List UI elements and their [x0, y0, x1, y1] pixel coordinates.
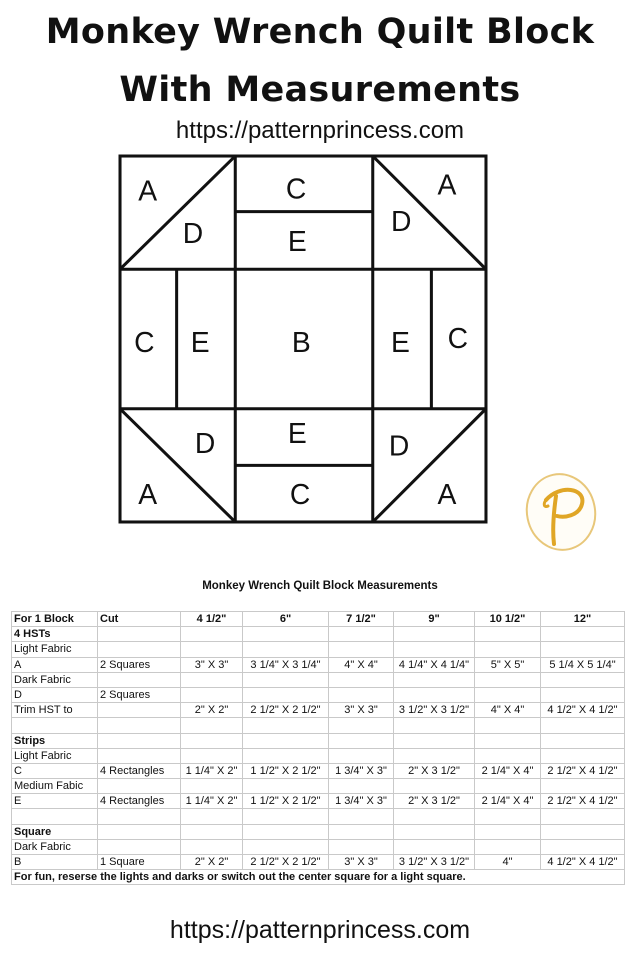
table-cell: 2 Squares	[98, 657, 181, 672]
table-cell: 3" X 3"	[181, 657, 243, 672]
table-cell	[98, 733, 181, 748]
table-row	[12, 855, 625, 870]
table-cell	[243, 733, 329, 748]
table-cell	[329, 672, 394, 687]
table-row	[12, 703, 625, 718]
table-cell	[475, 839, 541, 854]
table-cell: 2 1/4" X 4"	[475, 794, 541, 809]
table-row	[12, 794, 625, 809]
table-cell	[243, 779, 329, 794]
table-cell: 4"	[475, 855, 541, 870]
table-row	[12, 779, 625, 794]
table-cell: 2 1/2" X 2 1/2"	[243, 703, 329, 718]
table-cell	[394, 718, 475, 733]
table-cell	[329, 687, 394, 702]
table-cell	[475, 779, 541, 794]
table-cell: 3 1/2" X 3 1/2"	[394, 703, 475, 718]
table-cell	[243, 627, 329, 642]
table-row	[12, 657, 625, 672]
table-row	[12, 733, 625, 748]
table-cell: 3 1/4" X 3 1/4"	[243, 657, 329, 672]
table-cell	[541, 687, 625, 702]
table-cell	[243, 642, 329, 657]
table-header-cell: 7 1/2"	[329, 612, 394, 627]
measurements-table-container	[11, 611, 624, 885]
table-cell: 5 1/4 X 5 1/4"	[541, 657, 625, 672]
table-header-cell: Cut	[98, 612, 181, 627]
table-cell: 4 1/2" X 4 1/2"	[541, 703, 625, 718]
table-cell	[394, 779, 475, 794]
table-cell: 4 1/4" X 4 1/4"	[394, 657, 475, 672]
table-cell: 1 1/4" X 2"	[181, 763, 243, 778]
table-cell	[394, 627, 475, 642]
site-url-top: https://patternprincess.com	[175, 117, 465, 144]
label-d-top-right: D	[390, 204, 412, 237]
table-cell	[181, 824, 243, 839]
table-header-cell: 4 1/2"	[181, 612, 243, 627]
table-cell	[98, 718, 181, 733]
table-cell	[541, 809, 625, 824]
table-cell	[329, 748, 394, 763]
table-cell	[243, 839, 329, 854]
table-cell	[243, 824, 329, 839]
label-b-center: B	[291, 326, 311, 359]
table-cell	[475, 687, 541, 702]
table-cell: Dark Fabric	[12, 672, 98, 687]
quilt-block-diagram	[118, 154, 488, 524]
table-cell	[98, 672, 181, 687]
table-header-cell: 9"	[394, 612, 475, 627]
table-cell: 1 1/4" X 2"	[181, 794, 243, 809]
table-row	[12, 642, 625, 657]
table-cell	[475, 748, 541, 763]
table-cell	[181, 733, 243, 748]
table-cell: 2" X 3 1/2"	[394, 794, 475, 809]
table-cell: 1 Square	[98, 855, 181, 870]
page-title-line-1: Monkey Wrench Quilt Block	[45, 12, 595, 52]
table-cell: 4" X 4"	[475, 703, 541, 718]
table-cell	[394, 839, 475, 854]
label-c-bottom: C	[289, 477, 311, 510]
table-cell	[394, 672, 475, 687]
table-cell	[98, 839, 181, 854]
label-a-bottom-right: A	[437, 477, 457, 510]
table-cell: 1 1/2" X 2 1/2"	[243, 794, 329, 809]
table-cell: Trim HST to	[12, 703, 98, 718]
table-cell	[181, 642, 243, 657]
table-cell: Strips	[12, 733, 98, 748]
table-cell	[329, 642, 394, 657]
table-cell	[394, 687, 475, 702]
table-cell	[243, 718, 329, 733]
table-row	[12, 627, 625, 642]
table-cell: 2 1/4" X 4"	[475, 763, 541, 778]
label-a-top-left: A	[138, 174, 158, 207]
table-cell	[329, 779, 394, 794]
hst-diagonal-bottom-right	[373, 409, 486, 522]
measurements-table	[11, 611, 625, 885]
label-d-bottom-left: D	[194, 427, 216, 460]
table-row	[12, 672, 625, 687]
table-cell: Light Fabric	[12, 748, 98, 763]
table-cell	[541, 839, 625, 854]
table-cell: 4 HSTs	[12, 627, 98, 642]
table-header-cell: 12"	[541, 612, 625, 627]
label-e-left: E	[190, 326, 210, 359]
table-cell: 3" X 3"	[329, 703, 394, 718]
hst-diagonal-top-left	[120, 156, 235, 269]
table-footnote: For fun, reserse the lights and darks or switch out the center square for a light square.	[12, 870, 625, 885]
table-cell: 2" X 2"	[181, 855, 243, 870]
table-header-cell: 6"	[243, 612, 329, 627]
table-cell	[541, 748, 625, 763]
table-row	[12, 809, 625, 824]
table-cell	[181, 809, 243, 824]
table-cell	[98, 703, 181, 718]
table-cell	[98, 809, 181, 824]
table-cell	[329, 809, 394, 824]
site-url-bottom: https://patternprincess.com	[169, 916, 471, 944]
table-cell: 2 1/2" X 4 1/2"	[541, 763, 625, 778]
table-cell	[181, 718, 243, 733]
table-cell	[181, 672, 243, 687]
table-cell	[98, 642, 181, 657]
label-e-bottom: E	[287, 417, 307, 450]
table-cell	[541, 672, 625, 687]
table-cell: 3 1/2" X 3 1/2"	[394, 855, 475, 870]
table-cell: 1 1/2" X 2 1/2"	[243, 763, 329, 778]
table-header-cell: For 1 Block	[12, 612, 98, 627]
table-cell	[541, 718, 625, 733]
label-c-left: C	[134, 326, 155, 359]
table-cell	[541, 627, 625, 642]
table-cell: A	[12, 657, 98, 672]
table-cell	[475, 718, 541, 733]
table-cell: 2 1/2" X 2 1/2"	[243, 855, 329, 870]
table-cell	[475, 809, 541, 824]
table-cell: 2" X 2"	[181, 703, 243, 718]
table-cell: 3" X 3"	[329, 855, 394, 870]
label-d-bottom-right: D	[388, 429, 410, 462]
table-cell	[475, 642, 541, 657]
table-cell: Medium Fabic	[12, 779, 98, 794]
table-header-cell: 10 1/2"	[475, 612, 541, 627]
table-cell	[329, 839, 394, 854]
label-e-right: E	[390, 326, 410, 359]
table-cell	[181, 687, 243, 702]
table-cell	[541, 824, 625, 839]
table-row	[12, 687, 625, 702]
table-cell	[329, 627, 394, 642]
table-cell	[394, 809, 475, 824]
table-cell: E	[12, 794, 98, 809]
table-cell	[329, 733, 394, 748]
table-cell: 2" X 3 1/2"	[394, 763, 475, 778]
table-cell	[98, 748, 181, 763]
table-cell	[329, 824, 394, 839]
table-cell: 4 Rectangles	[98, 794, 181, 809]
table-cell	[181, 627, 243, 642]
table-cell	[475, 824, 541, 839]
label-d-top-left: D	[182, 216, 204, 249]
table-cell	[243, 672, 329, 687]
table-cell	[181, 748, 243, 763]
table-cell: Dark Fabric	[12, 839, 98, 854]
table-cell: 2 Squares	[98, 687, 181, 702]
table-cell	[181, 839, 243, 854]
table-cell: D	[12, 687, 98, 702]
table-cell	[98, 779, 181, 794]
table-cell	[541, 733, 625, 748]
table-cell: 1 3/4" X 3"	[329, 763, 394, 778]
table-cell	[12, 809, 98, 824]
table-cell: C	[12, 763, 98, 778]
table-footnote-row	[12, 870, 625, 885]
table-cell: 4" X 4"	[329, 657, 394, 672]
table-cell	[181, 779, 243, 794]
table-cell	[394, 824, 475, 839]
table-row	[12, 748, 625, 763]
table-row	[12, 763, 625, 778]
table-cell: Light Fabric	[12, 642, 98, 657]
table-cell	[243, 687, 329, 702]
table-cell	[475, 627, 541, 642]
table-cell	[394, 642, 475, 657]
table-cell: 4 Rectangles	[98, 763, 181, 778]
table-header-row	[12, 612, 625, 627]
table-cell: B	[12, 855, 98, 870]
table-cell	[98, 627, 181, 642]
table-cell	[475, 672, 541, 687]
table-cell	[243, 809, 329, 824]
table-cell	[541, 642, 625, 657]
table-row	[12, 718, 625, 733]
table-row	[12, 839, 625, 854]
label-a-bottom-left: A	[138, 477, 158, 510]
table-cell: 5" X 5"	[475, 657, 541, 672]
label-c-right: C	[447, 322, 469, 355]
table-cell: 2 1/2" X 4 1/2"	[541, 794, 625, 809]
table-cell: 1 3/4" X 3"	[329, 794, 394, 809]
table-cell	[329, 718, 394, 733]
table-cell: 4 1/2" X 4 1/2"	[541, 855, 625, 870]
table-cell	[475, 733, 541, 748]
table-cell: Square	[12, 824, 98, 839]
table-cell	[243, 748, 329, 763]
table-row	[12, 824, 625, 839]
table-cell	[12, 718, 98, 733]
table-cell	[394, 733, 475, 748]
label-c-top: C	[285, 172, 307, 205]
table-cell	[394, 748, 475, 763]
hst-diagonal-top-right	[373, 156, 486, 269]
measurements-table-title: Monkey Wrench Quilt Block Measurements	[202, 580, 438, 592]
label-a-top-right: A	[437, 168, 457, 201]
table-cell	[541, 779, 625, 794]
label-e-top: E	[287, 225, 307, 258]
pattern-princess-logo	[516, 470, 606, 560]
page-title-line-2: With Measurements	[119, 70, 521, 110]
table-cell	[98, 824, 181, 839]
